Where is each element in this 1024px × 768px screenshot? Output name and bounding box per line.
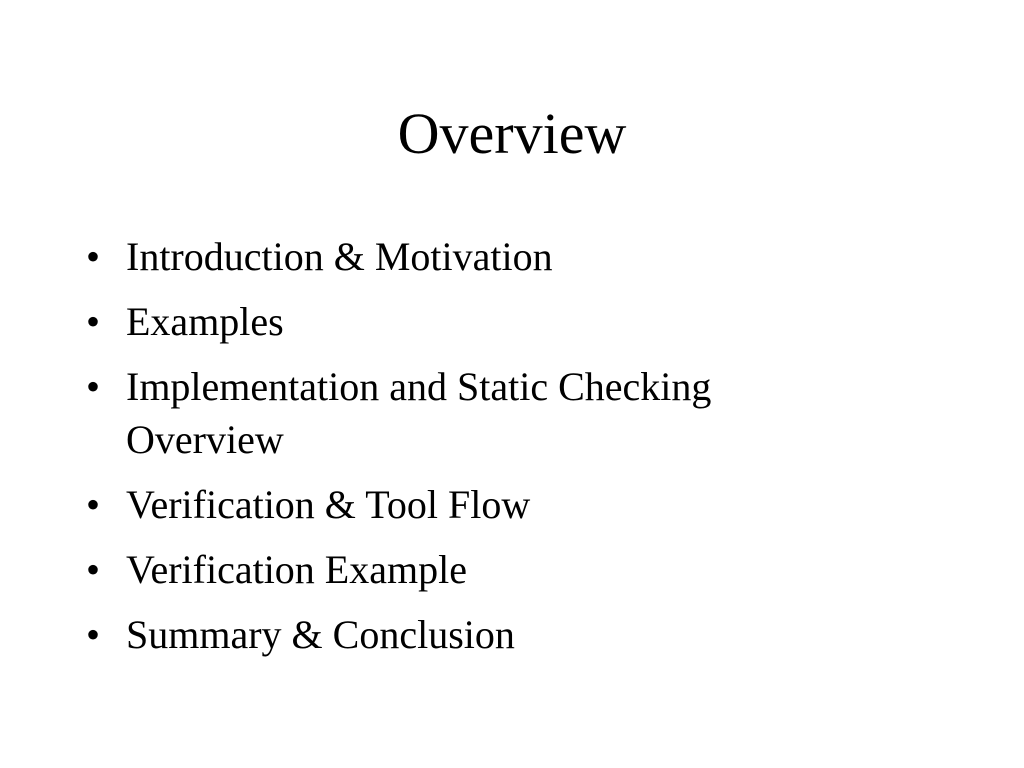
bullet-text: Verification & Tool Flow (126, 482, 531, 527)
bullet-text: Introduction & Motivation (126, 234, 553, 279)
bullet-list (86, 230, 826, 673)
bullet-text: Implementation and Static Checking Overview (126, 364, 712, 462)
bullet-dot-icon: • (86, 482, 101, 527)
bullet-item (86, 478, 826, 531)
bullet-item (86, 543, 826, 596)
bullet-dot-icon: • (86, 234, 101, 279)
bullet-dot-icon: • (86, 547, 101, 592)
bullet-item (86, 608, 826, 661)
bullet-dot-icon: • (86, 299, 101, 344)
bullet-text: Verification Example (126, 547, 467, 592)
bullet-text: Summary & Conclusion (126, 612, 515, 657)
bullet-text: Examples (126, 299, 284, 344)
slide-title: Overview (397, 101, 627, 166)
bullet-item (86, 295, 826, 348)
bullet-item (86, 230, 826, 283)
bullet-dot-icon: • (86, 364, 101, 409)
bullet-dot-icon: • (86, 612, 101, 657)
bullet-item (86, 360, 826, 466)
